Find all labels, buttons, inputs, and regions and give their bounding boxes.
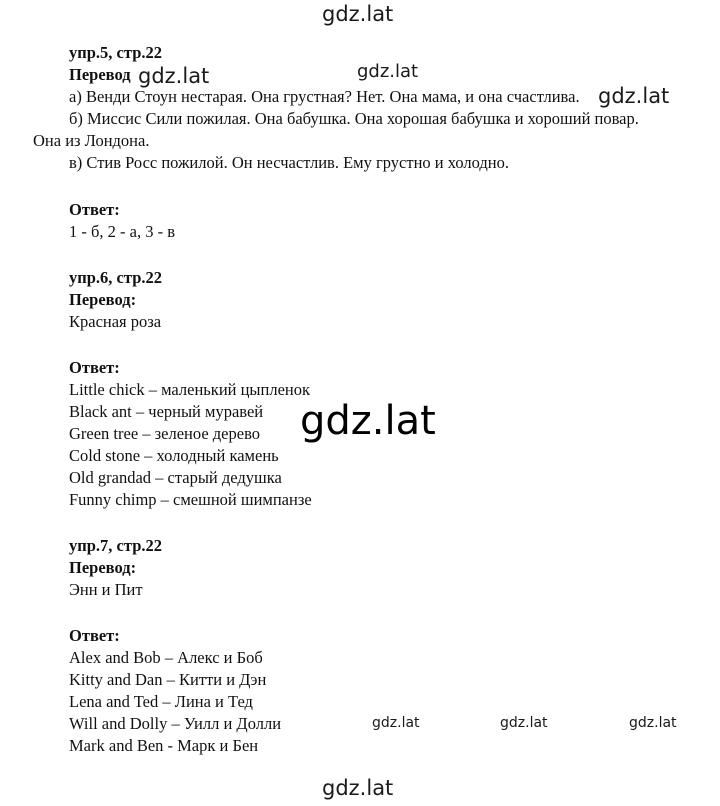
watermark: gdz.lat [357, 61, 419, 82]
translation-label: Перевод [69, 65, 131, 84]
answer-line: Kitty and Dan – Китти и Дэн [69, 670, 267, 689]
answer-text: 1 - б, 2 - а, 3 - в [69, 222, 175, 241]
translation-text: Энн и Пит [69, 580, 143, 599]
watermark-top: gdz.lat [322, 2, 394, 26]
watermark: gdz.lat [598, 84, 670, 108]
answer-label: Ответ: [69, 200, 120, 219]
answer-line: Alex and Bob – Алекс и Боб [69, 648, 263, 667]
translation-label: Перевод: [69, 558, 137, 577]
answer-line: Little chick – маленький цыпленок [69, 380, 311, 399]
answer-label: Ответ: [69, 358, 120, 377]
translation-label: Перевод: [69, 290, 137, 309]
exercise-heading: упр.5, стр.22 [69, 43, 162, 62]
watermark: gdz.lat [138, 64, 210, 88]
translation-line: б) Миссис Сили пожилая. Она бабушка. Она хорошая бабушка и хороший повар. [69, 109, 639, 128]
watermark: gdz.lat [500, 715, 548, 731]
answer-line: Will and Dolly – Уилл и Долли [69, 714, 282, 733]
watermark: gdz.lat [629, 715, 677, 731]
answer-line: Black ant – черный муравей [69, 402, 264, 421]
translation-line: а) Венди Стоун нестарая. Она грустная? Нет. Она мама, и она счастлива. [69, 87, 580, 106]
answer-label: Ответ: [69, 626, 120, 645]
translation-line: Она из Лондона. [33, 131, 150, 150]
watermark: gdz.lat [372, 715, 420, 731]
answer-line: Mark and Ben - Марк и Бен [69, 736, 259, 755]
translation-text: Красная роза [69, 312, 162, 331]
watermark-large: gdz.lat [300, 398, 436, 444]
answer-line: Old grandad – старый дедушка [69, 468, 282, 487]
answer-line: Green tree – зеленое дерево [69, 424, 261, 443]
answer-line: Funny chimp – смешной шимпанзе [69, 490, 312, 509]
translation-line: в) Стив Росс пожилой. Он несчастлив. Ему грустно и холодно. [69, 153, 509, 172]
answer-line: Lena and Ted – Лина и Тед [69, 692, 253, 711]
exercise-heading: упр.7, стр.22 [69, 536, 162, 555]
answer-line: Cold stone – холодный камень [69, 446, 279, 465]
exercise-heading: упр.6, стр.22 [69, 268, 162, 287]
watermark-bottom: gdz.lat [322, 776, 394, 800]
